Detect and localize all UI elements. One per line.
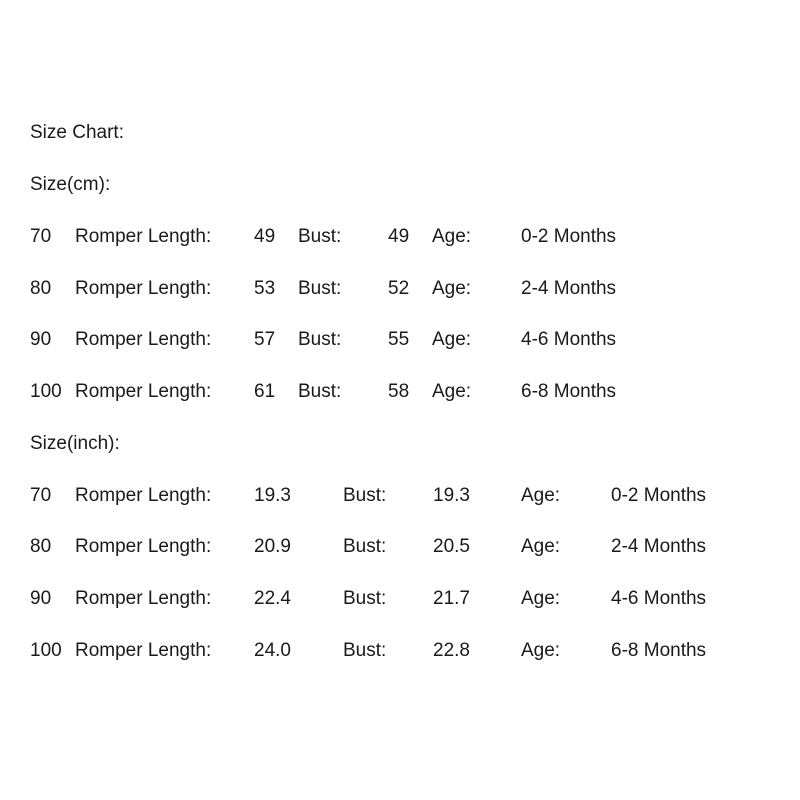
age-label: Age:: [432, 329, 472, 350]
romper-length-label: Romper Length:: [75, 278, 212, 299]
bust-value: 19.3: [433, 485, 470, 506]
age-value: 6-8 Months: [611, 640, 707, 661]
bust-value: 49: [388, 226, 410, 247]
size-value: 80: [30, 278, 52, 299]
romper-length-value: 57: [254, 329, 276, 350]
romper-length-value: 24.0: [254, 640, 291, 661]
age-value: 2-4 Months: [611, 536, 707, 557]
inch-row: [0, 585, 800, 613]
bust-value: 22.8: [433, 640, 470, 661]
romper-length-value: 22.4: [254, 588, 291, 609]
cm-row: [0, 326, 800, 354]
bust-value: 21.7: [433, 588, 470, 609]
size-chart-title: Size Chart:: [30, 122, 124, 143]
romper-length-label: Romper Length:: [75, 640, 212, 661]
bust-value: 58: [388, 381, 410, 402]
age-value: 6-8 Months: [521, 381, 617, 402]
bust-label: Bust:: [343, 536, 387, 557]
romper-length-label: Romper Length:: [75, 485, 212, 506]
inch-heading: Size(inch):: [30, 433, 120, 454]
size-value: 70: [30, 226, 52, 247]
age-label: Age:: [432, 381, 472, 402]
age-label: Age:: [432, 278, 472, 299]
romper-length-label: Romper Length:: [75, 226, 212, 247]
inch-row: [0, 533, 800, 561]
cm-row: [0, 378, 800, 406]
age-value: 4-6 Months: [611, 588, 707, 609]
bust-label: Bust:: [343, 485, 387, 506]
size-value: 90: [30, 588, 52, 609]
age-label: Age:: [521, 536, 561, 557]
romper-length-label: Romper Length:: [75, 588, 212, 609]
romper-length-value: 61: [254, 381, 276, 402]
cm-heading: Size(cm):: [30, 174, 111, 195]
age-label: Age:: [521, 588, 561, 609]
inch-row: [0, 482, 800, 510]
romper-length-value: 19.3: [254, 485, 291, 506]
size-value: 100: [30, 381, 62, 402]
age-label: Age:: [521, 485, 561, 506]
cm-row: [0, 275, 800, 303]
bust-label: Bust:: [298, 381, 342, 402]
age-value: 0-2 Months: [611, 485, 707, 506]
bust-value: 55: [388, 329, 410, 350]
romper-length-label: Romper Length:: [75, 536, 212, 557]
age-label: Age:: [521, 640, 561, 661]
age-value: 2-4 Months: [521, 278, 617, 299]
age-value: 0-2 Months: [521, 226, 617, 247]
romper-length-label: Romper Length:: [75, 381, 212, 402]
age-label: Age:: [432, 226, 472, 247]
size-value: 90: [30, 329, 52, 350]
cm-row: [0, 223, 800, 251]
romper-length-value: 20.9: [254, 536, 291, 557]
bust-label: Bust:: [343, 588, 387, 609]
size-value: 100: [30, 640, 62, 661]
size-value: 70: [30, 485, 52, 506]
bust-label: Bust:: [298, 329, 342, 350]
inch-row: [0, 637, 800, 665]
age-value: 4-6 Months: [521, 329, 617, 350]
bust-label: Bust:: [343, 640, 387, 661]
bust-value: 20.5: [433, 536, 470, 557]
bust-label: Bust:: [298, 278, 342, 299]
romper-length-label: Romper Length:: [75, 329, 212, 350]
size-value: 80: [30, 536, 52, 557]
bust-value: 52: [388, 278, 410, 299]
romper-length-value: 49: [254, 226, 276, 247]
romper-length-value: 53: [254, 278, 276, 299]
bust-label: Bust:: [298, 226, 342, 247]
